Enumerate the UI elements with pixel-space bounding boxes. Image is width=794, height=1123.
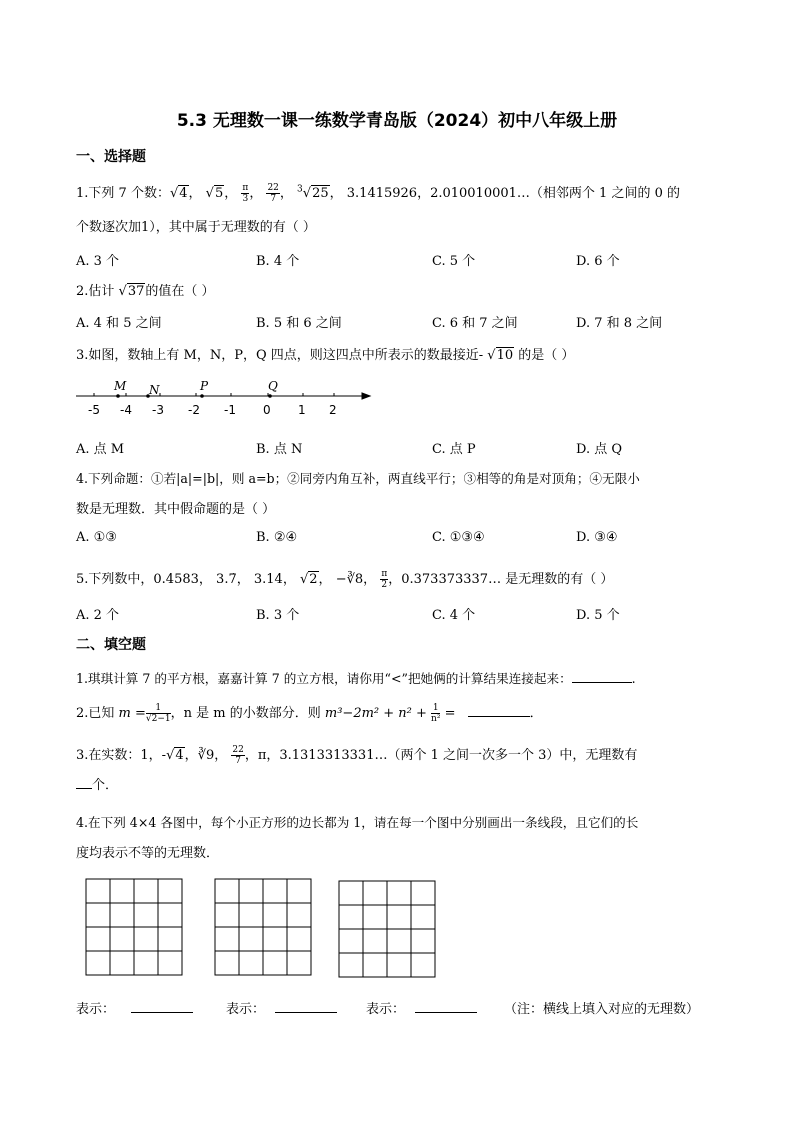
q1-line1: 1.下列 7 个数：√4， √5， $\frac{\pi}{3}$ ， $\frac{22}{7}$ ， $^3$√25， 3.1415926，2.010010001…（相邻两个 1 之间的 0 的: [76, 183, 680, 204]
q2-option-b[interactable]: B. 5 和 6 之间: [256, 316, 342, 331]
tick-label: -2: [188, 403, 200, 417]
label-p: P: [200, 379, 209, 393]
q3-option-b[interactable]: B. 点 N: [256, 442, 303, 457]
point-p: [200, 394, 204, 398]
q3-stem: 3.如图，数轴上有 M，N，P，Q 四点，则这四点中所表示的数最接近- √10 的是（ ）: [76, 348, 575, 363]
answer-label-2: 表示：: [226, 998, 337, 1017]
q5-option-d[interactable]: D. 5 个: [576, 608, 620, 623]
f2-stem: 2.已知 m = $\frac{1}{√2-1}$ ，n 是 m 的小数部分．则 m³−2m² + n² + $\frac{1}{\text{n²}}$ = ．: [76, 703, 543, 724]
f3-line2: 个．: [76, 774, 118, 793]
q1-option-b[interactable]: B. 4 个: [256, 254, 300, 269]
tick-label: 1: [298, 403, 306, 417]
tick-label: 2: [329, 403, 337, 417]
tick-label: -5: [88, 403, 100, 417]
q4-line1: 4.下列命题：①若|a|=|b|，则 a=b；②同旁内角互补，两直线平行；③相等的角是对顶角；④无限小: [76, 471, 640, 486]
grid-figure-2[interactable]: [214, 878, 312, 976]
q4-option-b[interactable]: B. ②④: [256, 530, 298, 545]
q3-option-c[interactable]: C. 点 P: [432, 442, 476, 457]
tick-label: -4: [120, 403, 132, 417]
section-choice-heading: 一、选择题: [76, 149, 146, 165]
q2-stem: 2.估计 √37的值在（ ）: [76, 284, 215, 299]
page-title: 5.3 无理数一课一练数学青岛版（2024）初中八年级上册: [176, 111, 618, 131]
grid-figure-3[interactable]: [338, 880, 436, 978]
q2-option-c[interactable]: C. 6 和 7 之间: [432, 316, 518, 331]
f1-stem: 1.琪琪计算 7 的平方根，嘉嘉计算 7 的立方根，请你用“<”把她俩的计算结果连接起来： .: [76, 668, 636, 687]
grid-figure-1[interactable]: [85, 878, 183, 976]
q5-option-c[interactable]: C. 4 个: [432, 608, 476, 623]
q4-line2: 数是无理数．其中假命题的是（ ）: [76, 502, 276, 517]
label-m: M: [114, 379, 127, 393]
section-fill-heading: 二、填空题: [76, 637, 146, 653]
tick-label: -1: [224, 403, 236, 417]
q1-option-a[interactable]: A. 3 个: [76, 254, 120, 269]
number-line: [70, 374, 380, 422]
label-q: Q: [268, 379, 278, 393]
answer-label-3: 表示：: [366, 998, 477, 1017]
q4-option-a[interactable]: A. ①③: [76, 530, 117, 545]
q2-option-d[interactable]: D. 7 和 8 之间: [576, 316, 663, 331]
f4-line1: 4.在下列 4×4 各图中，每个小正方形的边长都为 1，请在每一个图中分别画出一条线段，且它们的长: [76, 815, 639, 830]
f4-line2: 度均表示不等的无理数．: [76, 846, 220, 861]
q5-option-a[interactable]: A. 2 个: [76, 608, 120, 623]
answer-note: （注：横线上填入对应的无理数）: [504, 1002, 700, 1017]
tick-label: 0: [263, 403, 271, 417]
q2-option-a[interactable]: A. 4 和 5 之间: [76, 316, 162, 331]
q4-option-c[interactable]: C. ①③④: [432, 530, 485, 545]
q3-option-a[interactable]: A. 点 M: [76, 442, 125, 457]
q1-line2: 个数逐次加1），其中属于无理数的有（ ）: [76, 220, 316, 235]
q5-option-b[interactable]: B. 3 个: [256, 608, 300, 623]
answer-label-1: 表示：: [76, 998, 193, 1017]
f3-line1: 3.在实数：1，-√4，∛9， $\frac{22}{7}$ ，π，3.1313313331…（两个 1 之间一次多一个 3）中，无理数有: [76, 745, 638, 766]
q1-option-d[interactable]: D. 6 个: [576, 254, 620, 269]
q5-stem: 5.下列数中，0.4583， 3.7̇， 3.14， √2， −∛8， $\frac{\pi}{2}$ ，0.373373337… 是无理数的有（ ）: [76, 569, 614, 590]
point-q: [268, 394, 272, 398]
q3-option-d[interactable]: D. 点 Q: [576, 442, 623, 457]
point-m: [116, 394, 120, 398]
label-n: N: [149, 383, 160, 397]
q4-option-d[interactable]: D. ③④: [576, 530, 618, 545]
tick-label: -3: [152, 403, 164, 417]
q1-option-c[interactable]: C. 5 个: [432, 254, 476, 269]
